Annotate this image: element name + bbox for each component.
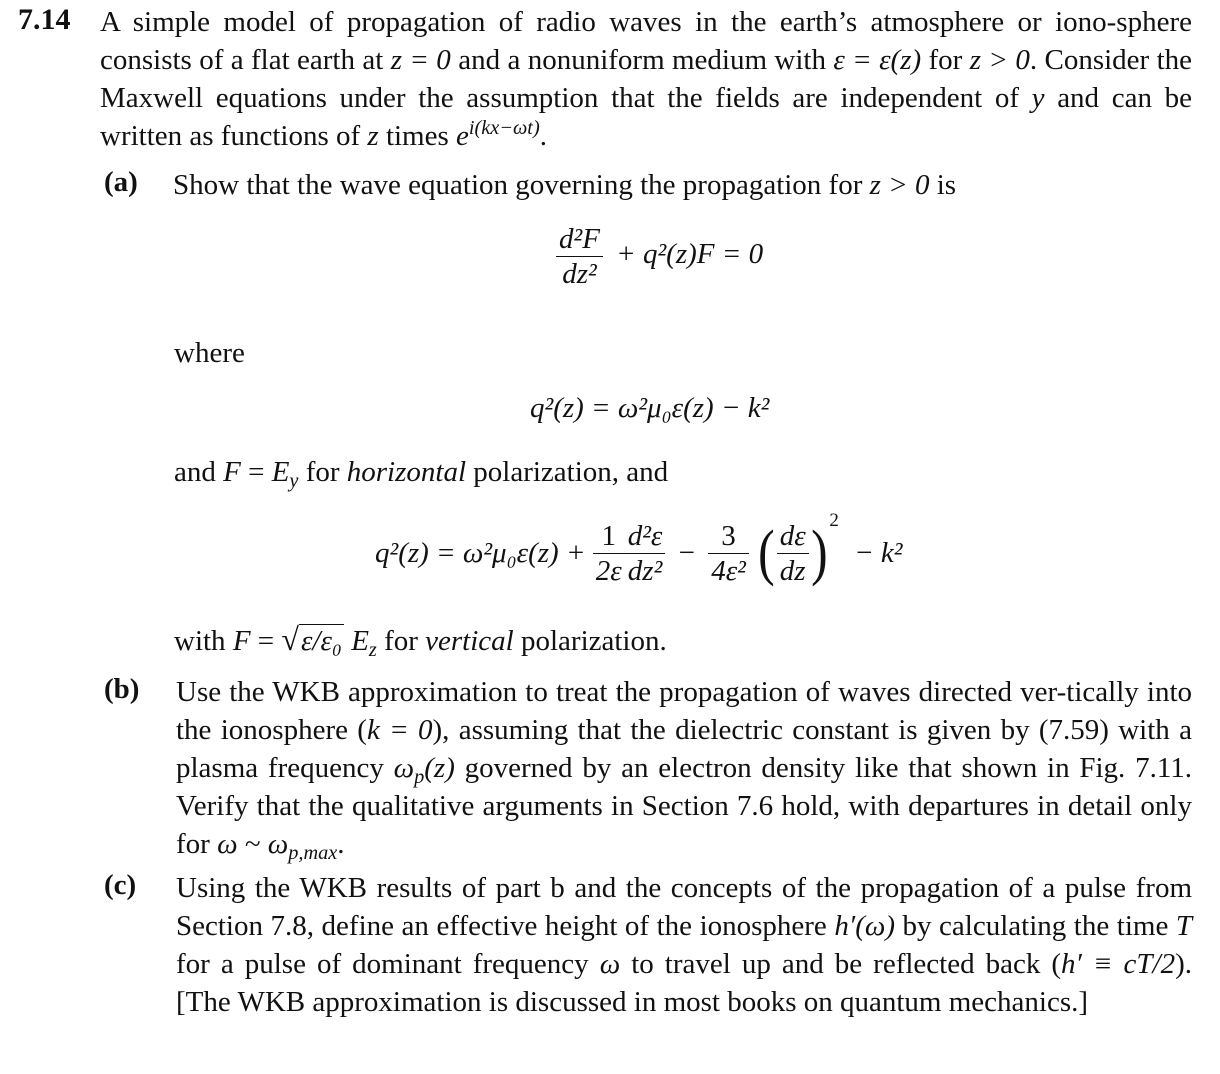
second-derivative-fraction: $\frac{\text{d²F}}{\text{dz²}}$ bbox=[556, 222, 603, 291]
part-a-statement: Show that the wave equation governing the propagation for z > 0 is bbox=[173, 169, 957, 201]
problem-number: 7.14 bbox=[18, 3, 71, 36]
part-c-statement: Using the WKB results of part b and the concepts of the propagation of a pulse from Section 7.8, define an effective height of the ionosphere h′(ω) by calculating the time T for a pulse of dominant frequency ω to travel up and be reflected back (h′ ≡ cT/2). [The WKB approximation is discussed in most books on quantum mechanics.] bbox=[176, 872, 1192, 1018]
part-b-statement: Use the WKB approximation to treat the propagation of waves directed ver-tically into the ionosphere (k = 0), assuming that the dielectric constant is given by (7.59) with a plasma frequency $\omega_p(z)$ governed by an electron density like that shown in Fig. 7.11. Verify that the qualitative arguments in Section 7.6 hold, with departures in detail only for ω ~ $\omega_{p,max}$. bbox=[176, 676, 1193, 865]
where-text: where bbox=[174, 337, 245, 369]
q-squared-horizontal: q²(z) = ω²μ₀ε(z) − k² bbox=[530, 392, 770, 424]
q-squared-vertical: q²(z) = ω²μ₀ε(z) + $\frac{1}{2\varepsilon}$ $\frac{\text{d²ε}}{\text{dz²}}$ − $\frac{3}{\text{4ε²}}$ ( $\frac{d\varepsilon}{dz}$ ) $^2$ − k² bbox=[375, 510, 903, 588]
part-c-label: (c) bbox=[104, 869, 137, 901]
part-a-label: (a) bbox=[104, 166, 138, 198]
horizontal-polarization-text: and $F = E_y$ for horizontal polarization, and bbox=[174, 456, 669, 493]
vertical-polarization-text: with F = √ε/ε₀ $E_z$ for vertical polarization. bbox=[174, 621, 667, 662]
part-b-label: (b) bbox=[104, 673, 140, 705]
wave-equation: $\frac{\text{d²F}}{\text{dz²}}$ + q²(z)F = 0 bbox=[556, 222, 763, 291]
problem-intro: A simple model of propagation of radio waves in the earth’s atmosphere or iono-sphere consists of a flat earth at z = 0 and a nonuniform medium with ε = ε(z) for z > 0. Consider the Maxwell equations under the assumption that the fields are independent of y and can be written as functions of z times $e^{i(kx-\omega t)}$. bbox=[100, 6, 1192, 152]
